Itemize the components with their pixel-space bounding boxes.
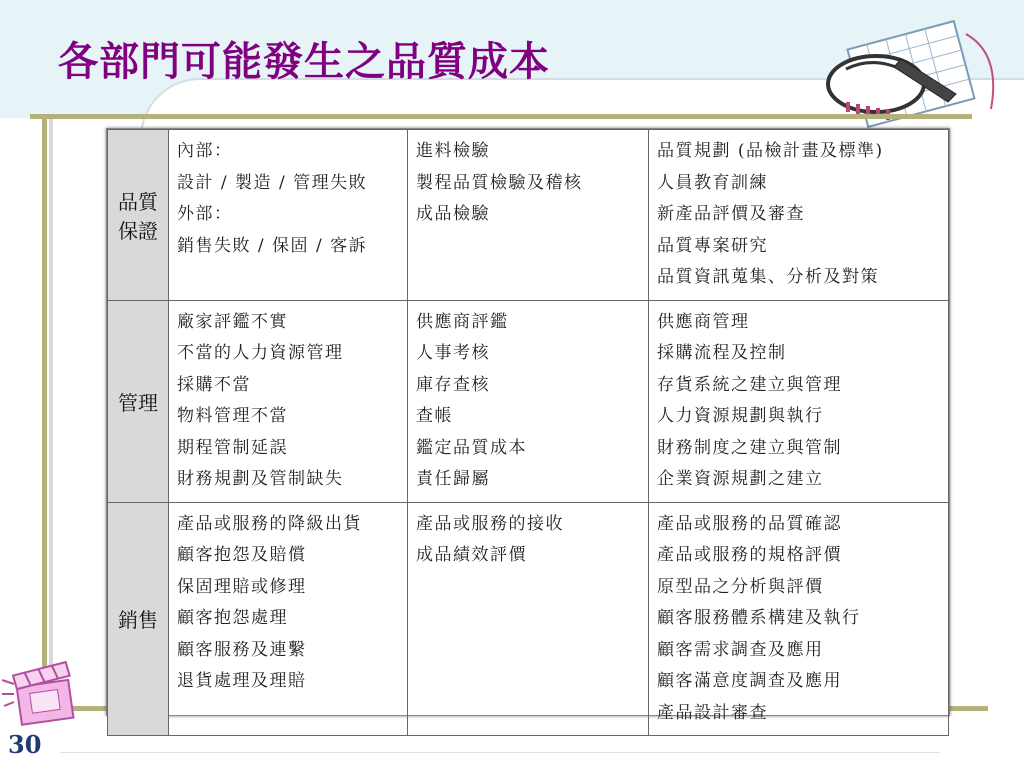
cell-line: 保固理賠或修理 — [177, 576, 307, 597]
cell-line: 品質專案研究 — [657, 235, 768, 256]
cell-line: 財務制度之建立與管制 — [657, 437, 842, 458]
cell-line: 產品或服務的降級出貨 — [177, 513, 362, 534]
table-cell-col1 — [169, 130, 408, 301]
cell-line: 產品或服務的規格評價 — [657, 545, 842, 565]
table-row — [108, 502, 949, 736]
table-cell-col1 — [169, 502, 408, 736]
slide-title: 各部門可能發生之品質成本 — [58, 39, 550, 85]
cell-line: 製程品質檢驗及稽核 — [416, 172, 583, 193]
left-accent-line — [42, 114, 47, 711]
cell-line: 庫存查核 — [416, 374, 490, 395]
row-header: 管理 — [108, 300, 169, 502]
cell-line: 成品檢驗 — [416, 204, 490, 224]
cell-line: 內部： — [177, 141, 233, 161]
row-header: 品質 保證 — [108, 130, 169, 301]
table-cell-col2 — [408, 300, 649, 502]
table-cell-col3 — [649, 300, 949, 502]
table-cell-col2 — [408, 502, 649, 736]
row-header: 銷售 — [108, 502, 169, 736]
cell-line: 存貨系統之建立與管理 — [657, 374, 842, 395]
cell-line: 品質資訊蒐集、分析及對策 — [657, 267, 879, 287]
table-cell-col1 — [169, 300, 408, 502]
cell-line: 品質規劃 (品檢計畫及標準) — [657, 141, 884, 161]
cell-line: 物料管理不當 — [177, 406, 288, 426]
cell-line: 顧客需求調查及應用 — [657, 639, 824, 660]
cell-line: 鑑定品質成本 — [416, 437, 527, 458]
cell-line: 銷售失敗 / 保固 / 客訴 — [177, 235, 368, 256]
top-accent-line — [30, 114, 972, 119]
cell-line: 顧客服務及連繫 — [177, 639, 307, 660]
cell-line: 不當的人力資源管理 — [177, 343, 344, 363]
cell-line: 外部： — [177, 204, 233, 224]
cell-line: 財務規劃及管制缺失 — [177, 469, 344, 489]
cell-line: 顧客抱怨處理 — [177, 608, 288, 628]
cell-line: 進料檢驗 — [416, 141, 490, 161]
quality-cost-table-container — [106, 128, 950, 723]
cell-line: 產品或服務的品質確認 — [657, 513, 842, 534]
cell-line: 期程管制延誤 — [177, 437, 288, 458]
cell-line: 顧客抱怨及賠償 — [177, 545, 307, 565]
cell-line: 人事考核 — [416, 343, 490, 363]
cell-line: 企業資源規劃之建立 — [657, 469, 824, 489]
cell-line: 供應商評鑑 — [416, 311, 509, 332]
page-number: 30 — [8, 730, 42, 759]
table-cell-col3 — [649, 502, 949, 736]
quality-cost-table — [107, 129, 949, 736]
cell-line: 人員教育訓練 — [657, 172, 768, 193]
table-row — [108, 130, 949, 301]
cell-line: 人力資源規劃與執行 — [657, 406, 824, 426]
film-clapper-icon — [0, 660, 80, 730]
cell-line: 責任歸屬 — [416, 469, 490, 489]
cell-line: 產品設計審查 — [657, 702, 768, 723]
cell-line: 新產品評價及審查 — [657, 204, 805, 224]
cell-line: 採購流程及控制 — [657, 343, 787, 363]
table-cell-col3 — [649, 130, 949, 301]
left-grey-line — [49, 119, 53, 707]
cell-line: 產品或服務的接收 — [416, 513, 564, 534]
cell-line: 採購不當 — [177, 374, 251, 395]
cell-line: 設計 / 製造 / 管理失敗 — [177, 172, 368, 193]
cell-line: 顧客服務體系構建及執行 — [657, 608, 861, 628]
cell-line: 供應商管理 — [657, 311, 750, 332]
cell-line: 原型品之分析與評價 — [657, 576, 824, 597]
footer-line — [60, 752, 940, 753]
cell-line: 退貨處理及理賠 — [177, 671, 307, 691]
table-cell-col2 — [408, 130, 649, 301]
cell-line: 顧客滿意度調查及應用 — [657, 671, 842, 691]
cell-line: 廠家評鑑不實 — [177, 311, 288, 332]
cell-line: 成品績效評價 — [416, 545, 527, 565]
table-row — [108, 300, 949, 502]
cell-line: 查帳 — [416, 406, 453, 426]
